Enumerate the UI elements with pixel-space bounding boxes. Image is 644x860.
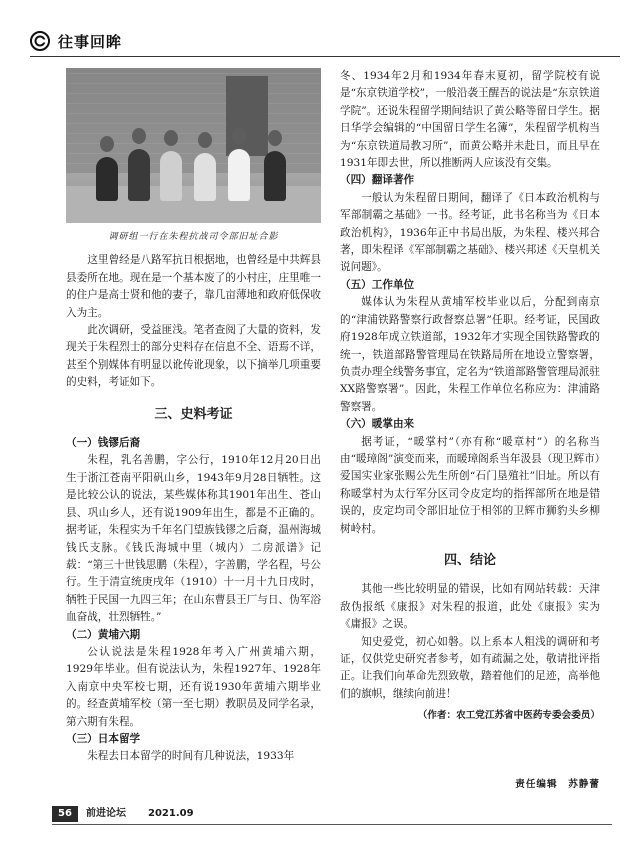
photo-person bbox=[264, 151, 286, 201]
author-note: （作者：农工党江苏省中医药专委会委员） bbox=[417, 710, 600, 722]
subsection-heading: （六）暖掌由来 bbox=[340, 418, 415, 431]
body-paragraph: 其他一些比较明显的错误，比如有网站转载：天津敌伪报纸《康报》对朱程的报道，此处《康报》实为《庸报》之误。 bbox=[340, 583, 600, 631]
photo-door bbox=[226, 76, 268, 156]
group-photo bbox=[66, 68, 321, 223]
subsection-heading: （五）工作单位 bbox=[340, 278, 415, 291]
photo-person bbox=[128, 149, 150, 201]
column-logo-icon bbox=[30, 31, 50, 51]
page-header bbox=[30, 30, 620, 56]
body-paragraph: 朱程，乳名善鹏，字公行，1910年12月20日出生于浙江苍南平阳矾山乡，1943年9月28日牺牲。这是比较公认的说法，某些媒体称其1901年出生、苍山县、巩山乡人，还有说1909年出生，都是不正确的。据考证，朱程实为千年名门望族钱镠之后裔，温州海城钱氏支脉。《钱氏海城中里（城内）二房派谱》记载：“第三十世钱思鹏（朱程），字善鹏，学名程，号公行。生于清宣统庚戌年（1910）十一月十九日戌时，牺牲于民国一九四三年；在山东曹县王厂与日、伪军浴血奋战，壮烈牺牲。” bbox=[66, 454, 321, 624]
subsection-heading: （四）翻译著作 bbox=[340, 174, 415, 187]
photo-person bbox=[228, 149, 250, 201]
photo-person-head bbox=[198, 132, 212, 148]
footer-rule bbox=[52, 824, 612, 825]
photo-person bbox=[96, 157, 118, 201]
right-column bbox=[340, 68, 600, 725]
page-footer bbox=[52, 806, 612, 826]
body-paragraph: 媒体认为朱程从黄埔军校毕业以后，分配到南京的“津浦铁路警察行政督察总署”任职。经考证，民国政府1928年成立铁道部，1932年才实现全国铁路警政的统一，铁道部路警管理局在铁路局所在地设立警察署，负责办理全线警务事宜，定名为“铁道部路警管理局派驻XX路警察署”。因此，朱程工作单位名称应为：津浦路警察署。 bbox=[340, 296, 600, 413]
body-paragraph: 朱程去日本留学的时间有几种说法，1933年 bbox=[87, 750, 295, 763]
body-paragraph: 一般认为朱程留日期间，翻译了《日本政治机构与军部制霸之基础》一书。经考证，此书名称当为《日本政治机构》，1936年正中书局出版，为朱程、楼兴邦合著，即朱程译《军部制霸之基础》、楼兴邦述《天皇机关说问题》。 bbox=[340, 191, 600, 274]
photo-person bbox=[160, 151, 182, 201]
photo-person-head bbox=[132, 128, 146, 144]
subsection-heading: （三）日本留学 bbox=[66, 732, 141, 745]
subsection-heading: （一）钱镠后裔 bbox=[66, 437, 141, 450]
magazine-name: 前进论坛 bbox=[86, 808, 126, 819]
header-rule bbox=[30, 56, 620, 57]
photo-person-head bbox=[232, 128, 246, 144]
left-column bbox=[66, 68, 321, 766]
page-number: 56 bbox=[52, 806, 78, 822]
column-title: 往事回眸 bbox=[58, 33, 123, 51]
photo-caption: 调研组一行在朱程抗战司令部旧址合影 bbox=[108, 232, 279, 242]
photo-person-head bbox=[164, 130, 178, 146]
issue-date: 2021.09 bbox=[148, 808, 194, 819]
responsible-editor: 责任编辑 苏静蕾 bbox=[515, 779, 600, 790]
photo-person-head bbox=[100, 136, 114, 152]
section-heading: 三、史料考证 bbox=[154, 406, 233, 422]
body-paragraph: 此次调研，受益匪浅。笔者查阅了大量的资料，发现关于朱程烈士的部分史料存在信息不全、语焉不详，甚至个别媒体有明显以讹传讹现象，以下摘举几项重要的史料，考证如下。 bbox=[66, 324, 321, 389]
body-paragraph: 据考证，“暖掌村”（亦有称“暖章村”）的名称当由“暖璋阁”演变而来，而暖璋阁系当年汲县（现卫辉市）爱国实业家张赐公先生所创“石门垦殖社”旧址。所以有称暖掌村为太行军分区司令皮定均的指挥部所在地是错误的，皮定均司令部旧址位于相邻的卫辉市狮豹头乡柳树岭村。 bbox=[340, 435, 600, 535]
photo-person-head bbox=[268, 130, 282, 146]
photo-person bbox=[194, 153, 216, 201]
section-heading: 四、结论 bbox=[443, 552, 496, 568]
subsection-heading: （二）黄埔六期 bbox=[66, 628, 141, 641]
body-paragraph: 公认说法是朱程1928年考入广州黄埔六期，1929年毕业。但有说法认为，朱程1927年、1928年入南京中央军校七期，还有说1930年黄埔六期毕业的。经查黄埔军校（第一至七期）教职员及同学名录，第六期有朱程。 bbox=[66, 645, 321, 728]
body-paragraph: 知史爱党，初心如磐。以上系本人粗浅的调研和考证，仅供党史研究者参考，如有疏漏之处，敬请批评指正。让我们向革命先烈致敬，踏着他们的足迹，高举他们的旗帜，继续向前进！ bbox=[340, 635, 600, 700]
body-paragraph: 冬、1934年2月和1934年春末夏初，留学院校有说是“东京铁道学校”，一般沿袭王醒吾的说法是“东京铁道学院”。还说朱程留学期间结识了黄公略等留日学生。据日华学会编辑的“中国留日学生名簿”，朱程留学机构当为“东京铁道局教习所”，而黄公略并未赴日，而且早在1931年即去世，所以推断两人应该没有交集。 bbox=[340, 70, 600, 170]
body-paragraph: 这里曾经是八路军抗日根据地，也曾经是中共辉县县委所在地。现在是一个基本废了的小村庄，庄里唯一的住户是高士贤和他的妻子，靠几亩薄地和政府低保收入为主。 bbox=[66, 254, 321, 319]
